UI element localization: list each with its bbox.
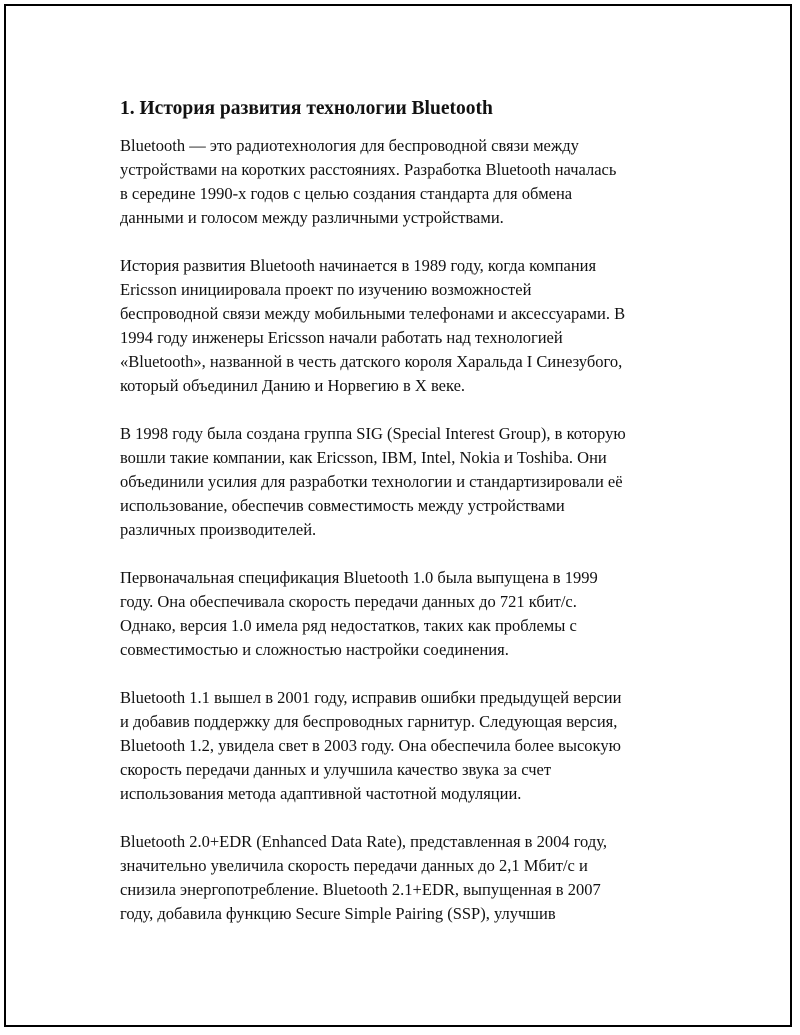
paragraph-sig: В 1998 году была создана группа SIG (Special Interest Group), в которую вошли такие компании, как Ericsson, IBM, Intel, Nokia и Toshiba. Они объединили усилия для разработки технологии и стандартизировали её использование, обеспечив совместимость между устройствами различных производителей. <box>120 424 626 539</box>
document-body <box>120 96 694 950</box>
paragraph-history: История развития Bluetooth начинается в 1989 году, когда компания Ericsson инициировала проект по изучению возможностей беспроводной связи между мобильными телефонами и аксессуарами. В 1994 году инженеры Ericsson начали работать над технологией «Bluetooth», названной в честь датского короля Харальда I Синезубого, который объединил Данию и Норвегию в X веке. <box>120 256 626 395</box>
paragraph-bluetooth-2-0: Bluetooth 2.0+EDR (Enhanced Data Rate), представленная в 2004 году, значительно увеличила скорость передачи данных до 2,1 Мбит/с и снизила энергопотребление. Bluetooth 2.1+EDR, выпущенная в 2007 году, добавила функцию Secure Simple Pairing (SSP), улучшив <box>120 832 607 923</box>
section-heading: 1. История развития технологии Bluetooth <box>120 98 493 119</box>
document-page <box>4 4 792 1027</box>
paragraph-intro: Bluetooth — это радиотехнология для беспроводной связи между устройствами на коротких расстояниях. Разработка Bluetooth началась в середине 1990-х годов с целью создания стандарта для обмена данными и голосом между различными устройствами. <box>120 136 617 227</box>
paragraph-bluetooth-1-0: Первоначальная спецификация Bluetooth 1.0 была выпущена в 1999 году. Она обеспечивала скорость передачи данных до 721 кбит/с. Однако, версия 1.0 имела ряд недостатков, таких как проблемы с совместимостью и сложностью настройки соединения. <box>120 568 598 659</box>
paragraph-bluetooth-1-1: Bluetooth 1.1 вышел в 2001 году, исправив ошибки предыдущей версии и добавив поддержку для беспроводных гарнитур. Следующая версия, Bluetooth 1.2, увидела свет в 2003 году. Она обеспечила более высокую скорость передачи данных и улучшила качество звука за счет использования метода адаптивной частотной модуляции. <box>120 688 622 803</box>
